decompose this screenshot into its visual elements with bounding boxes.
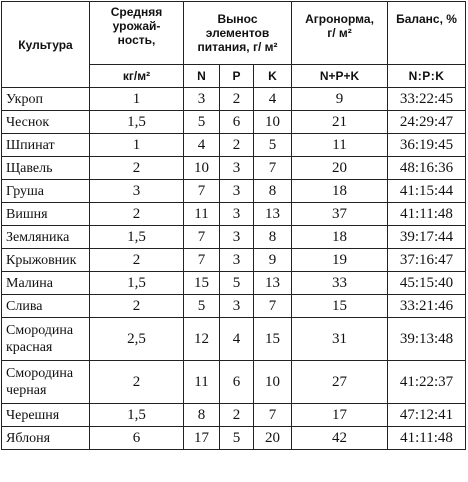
nutrient-table — [1, 1, 466, 450]
n-cell: 5 — [184, 295, 220, 318]
balance-cell: 41:15:44 — [388, 180, 466, 203]
removal-header — [184, 2, 292, 65]
agro-cell: 42 — [292, 427, 388, 450]
culture-header: Культура — [2, 2, 90, 88]
culture-name-line: Укроп — [6, 91, 43, 107]
yield-cell: 1,5 — [90, 111, 184, 134]
table-row — [2, 295, 466, 318]
yield-cell: 2,5 — [90, 318, 184, 361]
n-cell: 5 — [184, 111, 220, 134]
balance-cell: 47:12:41 — [388, 404, 466, 427]
balance-cell: 24:29:47 — [388, 111, 466, 134]
n-cell: 11 — [184, 361, 220, 404]
agro-cell: 21 — [292, 111, 388, 134]
p-cell: 3 — [220, 180, 254, 203]
balance-cell: 45:15:40 — [388, 272, 466, 295]
table-row — [2, 318, 466, 361]
culture-name-line: Щавель — [6, 160, 53, 176]
culture-cell — [2, 226, 90, 249]
p-header: P — [220, 65, 254, 88]
n-cell: 7 — [184, 226, 220, 249]
table-row — [2, 180, 466, 203]
k-cell: 5 — [254, 134, 292, 157]
p-cell: 3 — [220, 226, 254, 249]
culture-name-line: Чеснок — [6, 114, 50, 130]
n-cell: 7 — [184, 180, 220, 203]
p-cell: 3 — [220, 295, 254, 318]
yield-cell: 2 — [90, 249, 184, 272]
yield-cell: 2 — [90, 157, 184, 180]
balance-cell: 37:16:47 — [388, 249, 466, 272]
p-cell: 3 — [220, 203, 254, 226]
balance-cell: 41:11:48 — [388, 203, 466, 226]
agro-cell: 11 — [292, 134, 388, 157]
culture-cell — [2, 180, 90, 203]
k-cell: 8 — [254, 180, 292, 203]
n-cell: 4 — [184, 134, 220, 157]
p-cell: 2 — [220, 134, 254, 157]
p-cell: 4 — [220, 318, 254, 361]
agro-cell: 18 — [292, 226, 388, 249]
agro-sub-header: N+P+K — [292, 65, 388, 88]
agro-cell: 17 — [292, 404, 388, 427]
balance-cell: 33:22:45 — [388, 88, 466, 111]
table-row — [2, 203, 466, 226]
k-cell: 13 — [254, 203, 292, 226]
n-header: N — [184, 65, 220, 88]
table-row — [2, 404, 466, 427]
agro-cell: 15 — [292, 295, 388, 318]
agro-header-line2: г/ м² — [327, 26, 352, 40]
balance-cell: 39:17:44 — [388, 226, 466, 249]
n-cell: 15 — [184, 272, 220, 295]
removal-header-line2: элементов — [205, 26, 270, 40]
p-cell: 5 — [220, 427, 254, 450]
n-cell: 11 — [184, 203, 220, 226]
k-cell: 15 — [254, 318, 292, 361]
agro-cell: 9 — [292, 88, 388, 111]
p-cell: 6 — [220, 111, 254, 134]
p-cell: 2 — [220, 404, 254, 427]
yield-cell: 1 — [90, 134, 184, 157]
agro-cell: 20 — [292, 157, 388, 180]
yield-cell: 2 — [90, 295, 184, 318]
agro-cell: 18 — [292, 180, 388, 203]
k-cell: 4 — [254, 88, 292, 111]
balance-sub-header: N:P:K — [388, 65, 466, 88]
balance-cell: 39:13:48 — [388, 318, 466, 361]
k-cell: 10 — [254, 111, 292, 134]
p-cell: 3 — [220, 249, 254, 272]
culture-cell — [2, 427, 90, 450]
n-cell: 17 — [184, 427, 220, 450]
culture-name-line: черная — [6, 383, 47, 398]
n-cell: 10 — [184, 157, 220, 180]
culture-name-line: Черешня — [6, 407, 60, 423]
p-cell: 6 — [220, 361, 254, 404]
yield-cell: 1,5 — [90, 272, 184, 295]
agro-header — [292, 2, 388, 65]
culture-name-line: красная — [6, 340, 53, 355]
table-row — [2, 226, 466, 249]
table-row — [2, 134, 466, 157]
culture-cell — [2, 361, 90, 404]
k-cell: 20 — [254, 427, 292, 450]
yield-header — [90, 2, 184, 65]
culture-name-line: Слива — [6, 298, 43, 314]
culture-cell — [2, 203, 90, 226]
yield-header-line2: урожай- — [112, 19, 161, 33]
p-cell: 2 — [220, 88, 254, 111]
k-cell: 10 — [254, 361, 292, 404]
table-row — [2, 272, 466, 295]
table-row — [2, 157, 466, 180]
header-row-top — [2, 2, 466, 65]
table-row — [2, 88, 466, 111]
yield-unit-header: кг/м² — [90, 65, 184, 88]
table-row — [2, 249, 466, 272]
agro-cell: 27 — [292, 361, 388, 404]
agro-header-line1: Агронорма, — [305, 12, 374, 26]
culture-cell — [2, 249, 90, 272]
n-cell: 8 — [184, 404, 220, 427]
culture-cell — [2, 157, 90, 180]
culture-name-line: Вишня — [6, 206, 48, 222]
k-header: K — [254, 65, 292, 88]
p-cell: 5 — [220, 272, 254, 295]
culture-cell — [2, 404, 90, 427]
n-cell: 12 — [184, 318, 220, 361]
culture-cell — [2, 272, 90, 295]
k-cell: 7 — [254, 295, 292, 318]
culture-name-line: Малина — [6, 275, 53, 291]
table-body — [2, 88, 466, 450]
agro-cell: 31 — [292, 318, 388, 361]
culture-name-line: Крыжовник — [6, 252, 77, 268]
culture-cell — [2, 295, 90, 318]
culture-name-line: Груша — [6, 183, 45, 199]
table-row — [2, 427, 466, 450]
balance-cell: 41:22:37 — [388, 361, 466, 404]
balance-cell: 48:16:36 — [388, 157, 466, 180]
k-cell: 9 — [254, 249, 292, 272]
balance-cell: 33:21:46 — [388, 295, 466, 318]
culture-cell — [2, 134, 90, 157]
removal-header-line3: питания, г/ м² — [197, 40, 278, 54]
balance-cell: 41:11:48 — [388, 427, 466, 450]
yield-header-line1: Средняя — [110, 5, 163, 19]
k-cell: 7 — [254, 404, 292, 427]
nutrient-table-wrapper — [1, 1, 466, 450]
culture-name-line: Шпинат — [6, 137, 55, 153]
yield-cell: 1 — [90, 88, 184, 111]
agro-cell: 19 — [292, 249, 388, 272]
table-row — [2, 361, 466, 404]
culture-cell — [2, 88, 90, 111]
yield-cell: 6 — [90, 427, 184, 450]
culture-name-line: Земляника — [6, 229, 70, 245]
culture-name-line: Яблоня — [6, 430, 51, 446]
culture-cell — [2, 318, 90, 361]
yield-header-line3: ность, — [117, 33, 156, 47]
n-cell: 3 — [184, 88, 220, 111]
p-cell: 3 — [220, 157, 254, 180]
balance-cell: 36:19:45 — [388, 134, 466, 157]
k-cell: 13 — [254, 272, 292, 295]
removal-header-line1: Вынос — [217, 12, 258, 26]
yield-cell: 1,5 — [90, 226, 184, 249]
culture-cell — [2, 111, 90, 134]
n-cell: 7 — [184, 249, 220, 272]
balance-header: Баланс, % — [388, 2, 466, 65]
agro-cell: 37 — [292, 203, 388, 226]
yield-cell: 2 — [90, 203, 184, 226]
agro-cell: 33 — [292, 272, 388, 295]
k-cell: 8 — [254, 226, 292, 249]
yield-cell: 2 — [90, 361, 184, 404]
k-cell: 7 — [254, 157, 292, 180]
culture-name-line: Смородина — [6, 323, 74, 338]
yield-cell: 3 — [90, 180, 184, 203]
table-row — [2, 111, 466, 134]
culture-name-line: Смородина — [6, 366, 74, 381]
yield-cell: 1,5 — [90, 404, 184, 427]
